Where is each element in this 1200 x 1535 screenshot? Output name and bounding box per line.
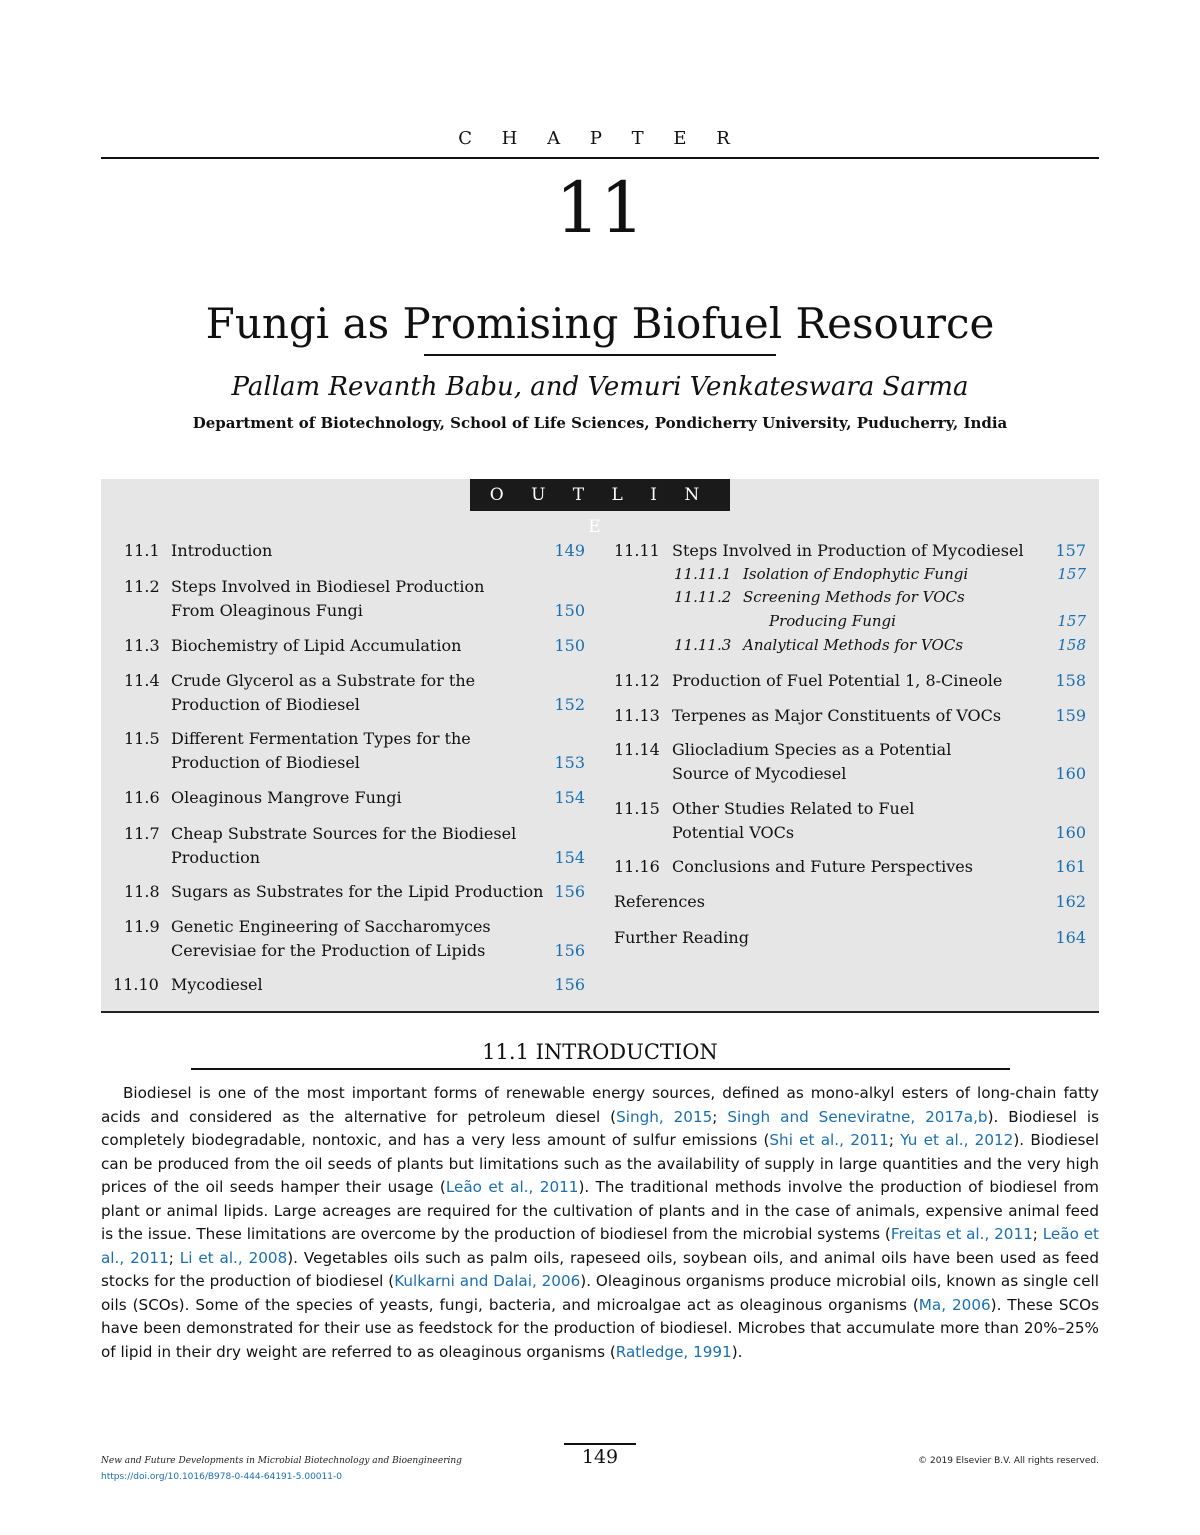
toc-entry-title[interactable]: Production: [171, 847, 261, 867]
toc-page-link[interactable]: 157: [1057, 565, 1086, 583]
toc-page-link[interactable]: 156: [554, 975, 585, 994]
toc-page-link[interactable]: 157: [1057, 611, 1086, 630]
toc-entry-title[interactable]: Terpenes as Major Constituents of VOCs: [672, 706, 1002, 725]
citation-link[interactable]: Li et al., 2008: [179, 1248, 288, 1267]
chapter-number: 11: [555, 167, 645, 249]
page-number: 149: [581, 1446, 619, 1468]
affiliation: Department of Biotechnology, School of Life Sciences, Pondicherry University, Puducherry, India: [192, 414, 1008, 432]
toc-page-link[interactable]: 161: [1055, 857, 1086, 876]
citation-link[interactable]: Ma, 2006: [918, 1295, 991, 1314]
toc-entry-title[interactable]: Cheap Substrate Sources for the Biodiesel: [171, 824, 517, 843]
toc-entry-title[interactable]: Producing Fungi: [769, 611, 896, 630]
toc-entry-number: 11.11.1: [674, 565, 732, 583]
citation-link[interactable]: Singh and Seneviratne, 2017a,b: [727, 1107, 988, 1126]
toc-page-link[interactable]: 156: [554, 882, 585, 901]
toc-entry-title[interactable]: Crude Glycerol as a Substrate for the: [171, 671, 476, 690]
citation-link[interactable]: Shi et al., 2011: [769, 1131, 889, 1149]
outline-label: O U T L I N E: [470, 479, 730, 511]
toc-entry-title[interactable]: Further Reading: [614, 928, 749, 947]
title-rule: [424, 354, 776, 356]
toc-entry-title[interactable]: From Oleaginous Fungi: [171, 600, 363, 620]
toc-entry-title[interactable]: Steps Involved in Production of Mycodiesel: [672, 541, 1024, 560]
body-text-run: ). Biodiesel is completely biodegradable, nontoxic, and has a very less amount of sulfur emissions (: [101, 1107, 1100, 1149]
toc-page-link[interactable]: 160: [1055, 763, 1086, 783]
toc-page-link[interactable]: 159: [1055, 706, 1086, 725]
toc-page-link[interactable]: 154: [554, 788, 585, 807]
body-text-run: ). The traditional methods involve the production of biodiesel from plant or animal lipids. Large acreages are required for the cultivation of plants and in the case of animals, expensive animal feed is the issue. These limitations are overcome by the production of biodiesel from the microbial systems (: [101, 1178, 1099, 1243]
toc-page-link[interactable]: 150: [554, 600, 585, 620]
body-text-run: Biodiesel is one of the most important forms of renewable energy sources, defined as mono-alkyl esters of long-chain fatty acids and considered as the alternative for petroleum diesel (: [101, 1084, 1099, 1126]
toc-entry-number: 11.14: [614, 740, 660, 759]
intro-paragraph: [101, 1082, 1099, 1364]
toc-page-link[interactable]: 162: [1055, 892, 1086, 911]
toc-entry-title[interactable]: Production of Biodiesel: [171, 752, 360, 772]
toc-entry-number: 11.13: [614, 706, 660, 725]
body-text-run: ;: [888, 1131, 901, 1149]
chapter-title: Fungi as Promising Biofuel Resource: [205, 299, 995, 348]
body-text-run: ). Oleaginous organisms produce microbial oils, known as single cell oils (SCOs). Some of the species of yeasts, fungi, bacteria, and microalgae act as oleaginous organisms (: [101, 1272, 1099, 1314]
toc-entry-title[interactable]: Screening Methods for VOCs: [743, 588, 965, 606]
toc-page-link[interactable]: 152: [554, 694, 585, 714]
toc-entry-title[interactable]: Production of Fuel Potential 1, 8-Cineole: [672, 671, 1003, 690]
toc-entry-number: 11.15: [614, 799, 660, 818]
body-text-run: ;: [168, 1248, 180, 1267]
body-text-run: ). Biodiesel can be produced from the oil seeds of plants but limitations such as the availability of supply in large quantities and the very high prices of the oil seeds hamper their usage (: [101, 1131, 1099, 1196]
toc-entry-title[interactable]: Steps Involved in Biodiesel Production: [171, 577, 485, 596]
body-text-run: ). Vegetables oils such as palm oils, rapeseed oils, soybean oils, and animal oils have been used as feed stocks for the production of biodiesel (: [101, 1248, 1099, 1290]
toc-page-link[interactable]: 160: [1055, 822, 1086, 842]
toc-page-link[interactable]: 157: [1055, 541, 1086, 560]
body-text-run: ;: [712, 1107, 728, 1126]
toc-entry-title[interactable]: Isolation of Endophytic Fungi: [743, 565, 969, 583]
toc-entry-number: 11.9: [124, 917, 160, 936]
toc-entry-number: 11.1: [124, 541, 160, 560]
book-title: New and Future Developments in Microbial Biotechnology and Bioengineering: [101, 1456, 462, 1466]
citation-link[interactable]: Leão et al., 2011: [445, 1178, 579, 1196]
toc-entry-number: 11.2: [124, 577, 160, 596]
toc-entry-title[interactable]: Oleaginous Mangrove Fungi: [171, 788, 402, 807]
citation-link[interactable]: Yu et al., 2012: [900, 1131, 1014, 1149]
citation-link[interactable]: Singh, 2015: [616, 1107, 713, 1126]
toc-entry-title[interactable]: Cerevisiae for the Production of Lipids: [171, 940, 486, 960]
citation-link[interactable]: Freitas et al., 2011: [890, 1225, 1033, 1243]
citation-link[interactable]: Leão et al., 2011: [101, 1225, 1099, 1267]
top-rule: [101, 157, 1099, 159]
toc-entry-number: 11.16: [614, 857, 660, 876]
citation-link[interactable]: Kulkarni and Dalai, 2006: [394, 1272, 581, 1290]
toc-entry-number: 11.7: [124, 824, 160, 843]
toc-entry-title[interactable]: Introduction: [171, 541, 273, 560]
body-text-run: ;: [1032, 1225, 1043, 1243]
toc-entry-number: 11.5: [124, 729, 160, 748]
toc-entry-number: 11.11.3: [674, 636, 732, 654]
toc-page-link[interactable]: 149: [554, 541, 585, 560]
chapter-label: C H A P T E R: [458, 128, 742, 149]
toc-entry-title[interactable]: Analytical Methods for VOCs: [743, 636, 964, 654]
toc-entry-title[interactable]: Other Studies Related to Fuel: [672, 799, 915, 818]
toc-entry-number: 11.3: [124, 636, 160, 655]
toc-page-link[interactable]: 156: [554, 940, 585, 960]
section-heading: 11.1 INTRODUCTION: [482, 1040, 718, 1064]
citation-link[interactable]: Ratledge, 1991: [615, 1342, 732, 1361]
toc-page-link[interactable]: 154: [554, 847, 585, 867]
toc-entry-number: 11.12: [614, 671, 660, 690]
toc-entry-number: 11.8: [124, 882, 160, 901]
toc-entry-title[interactable]: Source of Mycodiesel: [672, 763, 847, 783]
toc-entry-title[interactable]: Conclusions and Future Perspectives: [672, 857, 973, 876]
footer-rule: [564, 1443, 636, 1445]
toc-entry-number: 11.11: [614, 541, 660, 560]
toc-page-link[interactable]: 158: [1055, 671, 1086, 690]
toc-entry-title[interactable]: Production of Biodiesel: [171, 694, 360, 714]
toc-entry-number: 11.10: [113, 975, 159, 994]
body-text-run: ).: [731, 1342, 743, 1361]
toc-page-link[interactable]: 150: [554, 636, 585, 655]
toc-entry-number: 11.4: [124, 671, 160, 690]
toc-entry-title[interactable]: Potential VOCs: [672, 822, 795, 842]
toc-entry-title[interactable]: Sugars as Substrates for the Lipid Production: [171, 882, 544, 901]
body-text-run: ). These SCOs have been demonstrated for their use as feedstock for the production of biodiesel. Microbes that accumulate more than 20%–25% of lipid in their dry weight are referred to as oleaginous organisms (: [101, 1295, 1099, 1361]
toc-page-link[interactable]: 164: [1055, 928, 1086, 947]
toc-entry-title[interactable]: Gliocladium Species as a Potential: [672, 740, 952, 759]
toc-entry-number: 11.11.2: [674, 588, 732, 606]
doi-link[interactable]: https://doi.org/10.1016/B978-0-444-64191-5.00011-0: [101, 1472, 342, 1482]
toc-page-link[interactable]: 153: [554, 752, 585, 772]
toc-entry-title[interactable]: Mycodiesel: [171, 975, 263, 994]
toc-entry-title[interactable]: Different Fermentation Types for the: [171, 729, 471, 748]
toc-entry-number: 11.6: [124, 788, 160, 807]
toc-entry-title[interactable]: Biochemistry of Lipid Accumulation: [171, 636, 462, 655]
section-rule: [191, 1068, 1010, 1070]
toc-entry-title[interactable]: References: [614, 892, 705, 911]
authors: Pallam Revanth Babu, and Vemuri Venkateswara Sarma: [231, 372, 969, 402]
copyright: © 2019 Elsevier B.V. All rights reserved.: [918, 1456, 1099, 1466]
toc-page-link[interactable]: 158: [1057, 636, 1086, 654]
toc-entry-title[interactable]: Genetic Engineering of Saccharomyces: [171, 917, 491, 936]
